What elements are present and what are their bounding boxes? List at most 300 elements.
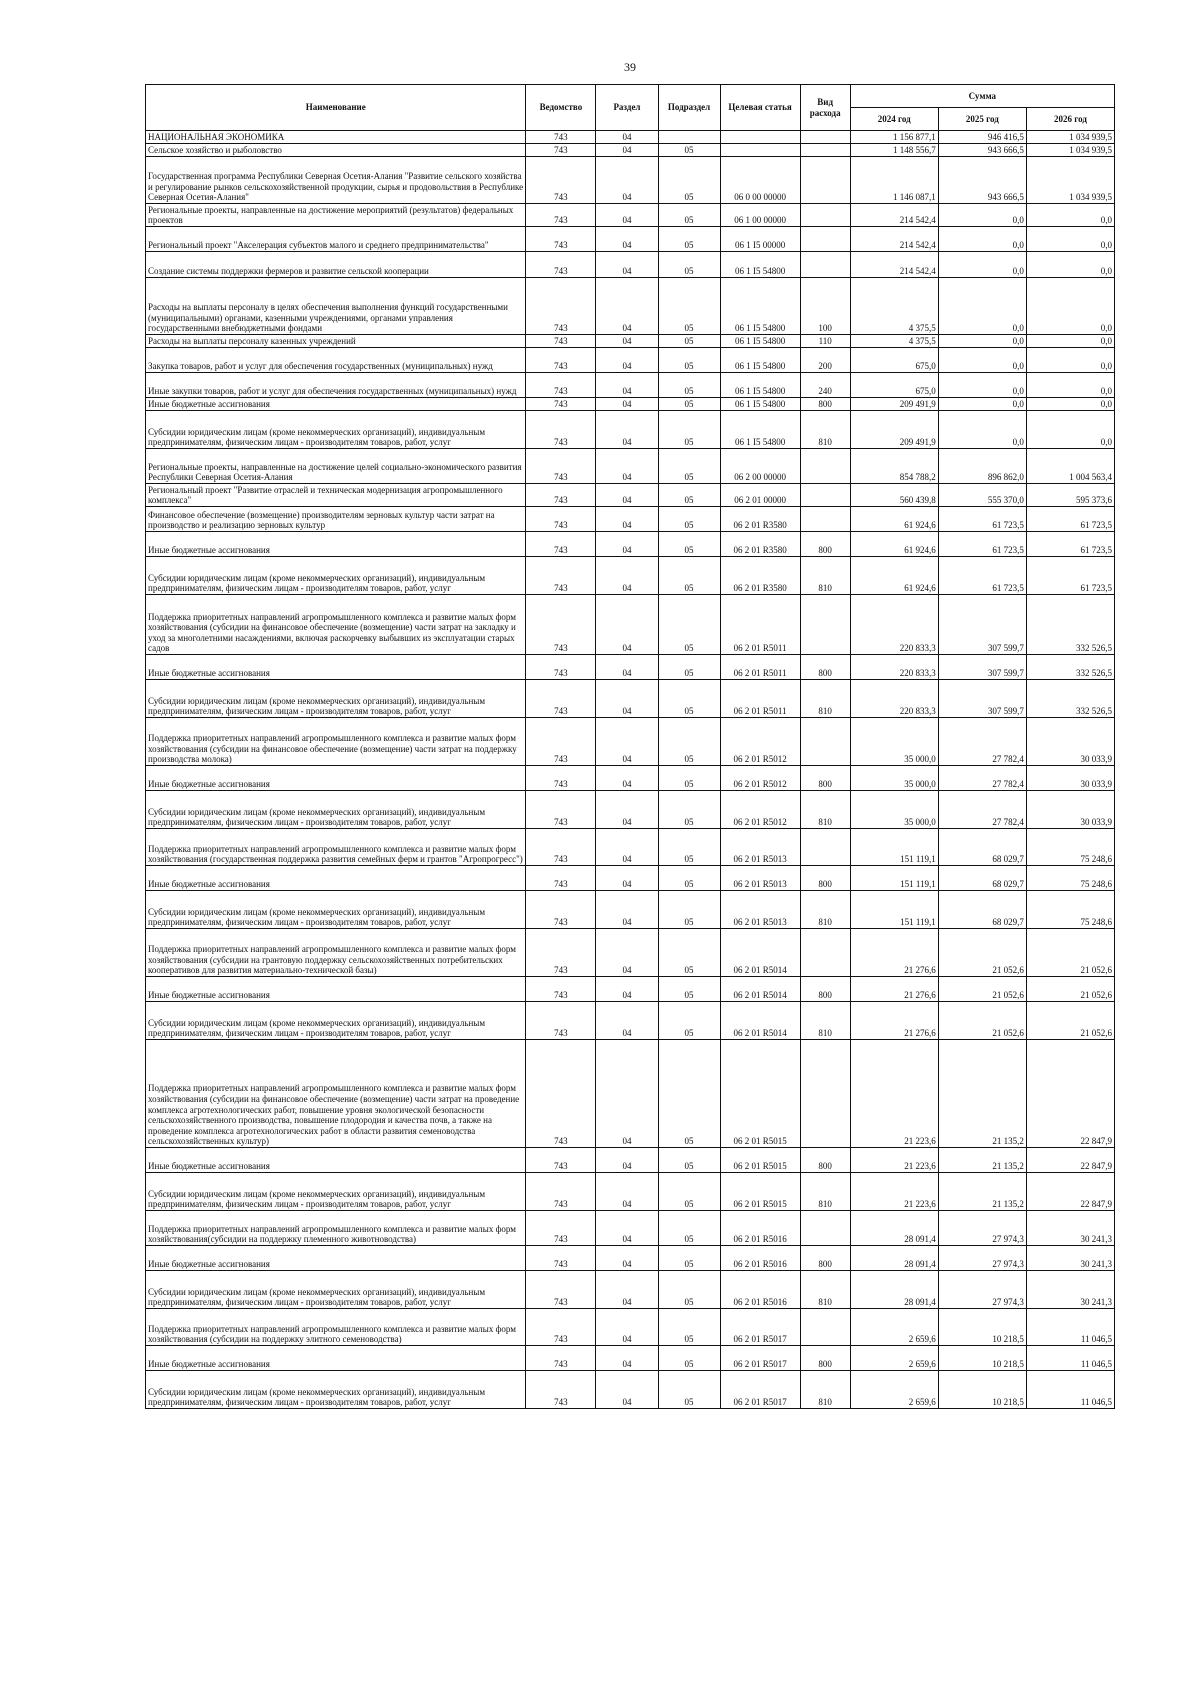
- row-razdel: 04: [596, 1346, 658, 1371]
- row-vedomstvo: 743: [526, 891, 596, 929]
- row-sum-2024: 675,0: [850, 373, 938, 398]
- row-sum-2024: 675,0: [850, 348, 938, 373]
- row-razdel: 04: [596, 278, 658, 335]
- row-razdel: 04: [596, 891, 658, 929]
- row-sum-2024: 35 000,0: [850, 791, 938, 829]
- row-sum-2024: 209 491,9: [850, 411, 938, 449]
- row-razdel: 04: [596, 144, 658, 157]
- table-row: [146, 1002, 1115, 1040]
- row-sum-2024: 28 091,4: [850, 1271, 938, 1309]
- table-row: [146, 1148, 1115, 1173]
- row-sum-2025: 27 782,4: [938, 718, 1026, 766]
- row-razdel: 04: [596, 829, 658, 866]
- row-podrazdel: 05: [658, 1148, 720, 1173]
- table-row: [146, 335, 1115, 348]
- row-celevaya-statya: 06 1 I5 54800: [720, 278, 800, 335]
- row-vedomstvo: 743: [526, 1002, 596, 1040]
- row-vedomstvo: 743: [526, 929, 596, 977]
- row-name: Финансовое обеспечение (возмещение) производителям зерновых культур части затрат на производство и реализацию зерновых культур: [146, 507, 526, 532]
- row-sum-2024: 151 119,1: [850, 891, 938, 929]
- row-vid-rashoda: [800, 227, 850, 252]
- row-celevaya-statya: 06 1 I5 54800: [720, 335, 800, 348]
- row-vid-rashoda: [800, 144, 850, 157]
- row-podrazdel: 05: [658, 791, 720, 829]
- row-vedomstvo: 743: [526, 348, 596, 373]
- header-celevaya-statya: Целевая статья: [720, 85, 800, 131]
- row-celevaya-statya: 06 2 01 R3580: [720, 532, 800, 557]
- row-podrazdel: 05: [658, 144, 720, 157]
- row-sum-2026: 30 033,9: [1026, 718, 1114, 766]
- row-sum-2026: 11 046,5: [1026, 1309, 1114, 1346]
- row-podrazdel: 05: [658, 1173, 720, 1211]
- row-sum-2025: 21 135,2: [938, 1148, 1026, 1173]
- row-celevaya-statya: 06 2 01 R5017: [720, 1309, 800, 1346]
- row-razdel: 04: [596, 680, 658, 718]
- row-sum-2024: 2 659,6: [850, 1309, 938, 1346]
- row-celevaya-statya: 06 2 01 R5013: [720, 829, 800, 866]
- row-razdel: 04: [596, 866, 658, 891]
- row-name: Иные бюджетные ассигнования: [146, 1148, 526, 1173]
- row-podrazdel: 05: [658, 411, 720, 449]
- row-razdel: 04: [596, 484, 658, 507]
- table-row: [146, 144, 1115, 157]
- row-sum-2024: 214 542,4: [850, 227, 938, 252]
- row-vid-rashoda: [800, 1309, 850, 1346]
- row-celevaya-statya: 06 1 I5 54800: [720, 411, 800, 449]
- row-name: Поддержка приоритетных направлений агропромышленного комплекса и развитие малых форм хозяйствования (субсидии на грантовую поддержку сельскохозяйственных потребительских кооперативов для развития материально-технической базы): [146, 929, 526, 977]
- row-name: Субсидии юридическим лицам (кроме некоммерческих организаций), индивидуальным предпринимателям, физическим лицам - производителям товаров, работ, услуг: [146, 557, 526, 595]
- row-sum-2026: 332 526,5: [1026, 595, 1114, 655]
- row-podrazdel: 05: [658, 398, 720, 411]
- row-sum-2025: 61 723,5: [938, 532, 1026, 557]
- row-sum-2025: 0,0: [938, 348, 1026, 373]
- row-sum-2025: 21 052,6: [938, 929, 1026, 977]
- row-name: Поддержка приоритетных направлений агропромышленного комплекса и развитие малых форм хозяйствования(субсидии на поддержку племенного животноводства): [146, 1211, 526, 1246]
- row-vid-rashoda: [800, 484, 850, 507]
- row-celevaya-statya: 06 2 01 R5014: [720, 1002, 800, 1040]
- table-row: [146, 1173, 1115, 1211]
- row-vid-rashoda: [800, 157, 850, 204]
- row-name: Поддержка приоритетных направлений агропромышленного комплекса и развитие малых форм хозяйствования (субсидии на поддержку элитного семеноводства): [146, 1309, 526, 1346]
- row-celevaya-statya: 06 2 01 R5017: [720, 1346, 800, 1371]
- table-row: [146, 484, 1115, 507]
- row-sum-2025: 0,0: [938, 227, 1026, 252]
- row-name: Региональные проекты, направленные на достижение целей социально-экономического развития Республики Северная Осетия-Алания: [146, 449, 526, 484]
- row-sum-2024: 1 146 087,1: [850, 157, 938, 204]
- row-sum-2025: 555 370,0: [938, 484, 1026, 507]
- row-sum-2025: 10 218,5: [938, 1346, 1026, 1371]
- row-sum-2026: 75 248,6: [1026, 829, 1114, 866]
- row-vid-rashoda: [800, 595, 850, 655]
- row-name: Поддержка приоритетных направлений агропромышленного комплекса и развитие малых форм хозяйствования (субсидии на финансовое обеспечение (возмещение) части затрат на поддержку производства молока): [146, 718, 526, 766]
- row-vedomstvo: 743: [526, 557, 596, 595]
- row-sum-2026: 30 033,9: [1026, 791, 1114, 829]
- row-name: Региональный проект "Акселерация субъектов малого и среднего предпринимательства": [146, 227, 526, 252]
- row-podrazdel: 05: [658, 680, 720, 718]
- row-vedomstvo: 743: [526, 1271, 596, 1309]
- row-sum-2026: 1 034 939,5: [1026, 131, 1114, 144]
- row-sum-2024: 21 276,6: [850, 1002, 938, 1040]
- row-vid-rashoda: [800, 1040, 850, 1148]
- row-vedomstvo: 743: [526, 595, 596, 655]
- table-header: [146, 85, 1115, 131]
- table-row: [146, 1346, 1115, 1371]
- row-sum-2024: 21 223,6: [850, 1173, 938, 1211]
- row-sum-2025: 61 723,5: [938, 557, 1026, 595]
- row-sum-2025: 68 029,7: [938, 891, 1026, 929]
- row-vid-rashoda: 810: [800, 411, 850, 449]
- row-podrazdel: 05: [658, 348, 720, 373]
- row-razdel: 04: [596, 1271, 658, 1309]
- row-razdel: 04: [596, 1002, 658, 1040]
- row-sum-2024: 1 148 556,7: [850, 144, 938, 157]
- row-razdel: 04: [596, 929, 658, 977]
- row-sum-2026: 11 046,5: [1026, 1346, 1114, 1371]
- row-vedomstvo: 743: [526, 227, 596, 252]
- row-razdel: 04: [596, 1309, 658, 1346]
- row-sum-2026: 75 248,6: [1026, 891, 1114, 929]
- row-celevaya-statya: 06 2 01 R5016: [720, 1271, 800, 1309]
- row-celevaya-statya: 06 2 00 00000: [720, 449, 800, 484]
- row-sum-2026: 0,0: [1026, 348, 1114, 373]
- row-razdel: 04: [596, 1040, 658, 1148]
- row-vid-rashoda: [800, 252, 850, 278]
- row-razdel: 04: [596, 348, 658, 373]
- row-razdel: 04: [596, 532, 658, 557]
- row-sum-2024: 21 223,6: [850, 1148, 938, 1173]
- row-vid-rashoda: [800, 1211, 850, 1246]
- row-podrazdel: 05: [658, 1040, 720, 1148]
- row-sum-2025: 21 135,2: [938, 1040, 1026, 1148]
- table-row: [146, 532, 1115, 557]
- row-vid-rashoda: 810: [800, 557, 850, 595]
- row-celevaya-statya: 06 2 01 R5013: [720, 891, 800, 929]
- row-razdel: 04: [596, 557, 658, 595]
- row-sum-2026: 22 847,9: [1026, 1173, 1114, 1211]
- table-row: [146, 1211, 1115, 1246]
- row-sum-2024: 2 659,6: [850, 1346, 938, 1371]
- row-sum-2025: 10 218,5: [938, 1309, 1026, 1346]
- row-sum-2024: 61 924,6: [850, 532, 938, 557]
- row-sum-2026: 332 526,5: [1026, 655, 1114, 680]
- row-sum-2025: 946 416,5: [938, 131, 1026, 144]
- row-name: Создание системы поддержки фермеров и развитие сельской кооперации: [146, 252, 526, 278]
- row-sum-2025: 307 599,7: [938, 595, 1026, 655]
- row-sum-2024: 61 924,6: [850, 557, 938, 595]
- row-sum-2026: 0,0: [1026, 204, 1114, 227]
- row-sum-2024: 4 375,5: [850, 278, 938, 335]
- row-vid-rashoda: 100: [800, 278, 850, 335]
- table-row: [146, 348, 1115, 373]
- row-razdel: 04: [596, 204, 658, 227]
- table-row: [146, 507, 1115, 532]
- header-2024: 2024 год: [850, 108, 938, 131]
- row-podrazdel: 05: [658, 335, 720, 348]
- row-sum-2026: 0,0: [1026, 278, 1114, 335]
- row-podrazdel: 05: [658, 1346, 720, 1371]
- row-vedomstvo: 743: [526, 829, 596, 866]
- row-sum-2025: 0,0: [938, 398, 1026, 411]
- row-vid-rashoda: 110: [800, 335, 850, 348]
- row-vedomstvo: 743: [526, 791, 596, 829]
- row-sum-2025: 0,0: [938, 411, 1026, 449]
- row-name: Иные бюджетные ассигнования: [146, 977, 526, 1002]
- row-sum-2024: 220 833,3: [850, 680, 938, 718]
- row-vid-rashoda: [800, 449, 850, 484]
- row-name: Иные бюджетные ассигнования: [146, 655, 526, 680]
- row-podrazdel: 05: [658, 595, 720, 655]
- header-summa: Сумма: [850, 85, 1114, 108]
- table-row: [146, 655, 1115, 680]
- row-razdel: 04: [596, 411, 658, 449]
- row-vid-rashoda: 800: [800, 1148, 850, 1173]
- row-sum-2026: 332 526,5: [1026, 680, 1114, 718]
- header-vedomstvo: Ведомство: [526, 85, 596, 131]
- row-vid-rashoda: 810: [800, 1173, 850, 1211]
- row-vedomstvo: 743: [526, 131, 596, 144]
- row-vid-rashoda: 810: [800, 1371, 850, 1409]
- row-vedomstvo: 743: [526, 532, 596, 557]
- row-podrazdel: 05: [658, 929, 720, 977]
- table-row: [146, 227, 1115, 252]
- row-vedomstvo: 743: [526, 278, 596, 335]
- row-sum-2025: 68 029,7: [938, 829, 1026, 866]
- row-celevaya-statya: 06 2 01 R5013: [720, 866, 800, 891]
- row-sum-2026: 0,0: [1026, 411, 1114, 449]
- row-sum-2026: 11 046,5: [1026, 1371, 1114, 1409]
- row-sum-2026: 1 034 939,5: [1026, 157, 1114, 204]
- row-vedomstvo: 743: [526, 655, 596, 680]
- row-celevaya-statya: 06 1 I5 54800: [720, 348, 800, 373]
- row-vid-rashoda: 800: [800, 655, 850, 680]
- row-vid-rashoda: [800, 204, 850, 227]
- table-row: [146, 829, 1115, 866]
- row-celevaya-statya: 06 2 01 R5011: [720, 680, 800, 718]
- row-razdel: 04: [596, 507, 658, 532]
- row-name: Субсидии юридическим лицам (кроме некоммерческих организаций), индивидуальным предпринимателям, физическим лицам - производителям товаров, работ, услуг: [146, 1271, 526, 1309]
- row-celevaya-statya: 06 2 01 R5015: [720, 1040, 800, 1148]
- row-podrazdel: 05: [658, 977, 720, 1002]
- row-vid-rashoda: 810: [800, 1271, 850, 1309]
- row-razdel: 04: [596, 227, 658, 252]
- row-celevaya-statya: 06 2 01 00000: [720, 484, 800, 507]
- row-name: Расходы на выплаты персоналу в целях обеспечения выполнения функций государственными (муниципальными) органами, казенными учреждениями, органами управления государственными внебюджетными фондами: [146, 278, 526, 335]
- row-name: Субсидии юридическим лицам (кроме некоммерческих организаций), индивидуальным предпринимателям, физическим лицам - производителям товаров, работ, услуг: [146, 891, 526, 929]
- row-sum-2025: 0,0: [938, 373, 1026, 398]
- table-row: [146, 252, 1115, 278]
- row-sum-2024: 21 276,6: [850, 929, 938, 977]
- row-name: Субсидии юридическим лицам (кроме некоммерческих организаций), индивидуальным предпринимателям, физическим лицам - производителям товаров, работ, услуг: [146, 791, 526, 829]
- table-row: [146, 131, 1115, 144]
- row-name: Иные бюджетные ассигнования: [146, 1246, 526, 1271]
- budget-table: [145, 84, 1115, 1409]
- row-vid-rashoda: [800, 929, 850, 977]
- row-sum-2026: 1 004 563,4: [1026, 449, 1114, 484]
- row-vid-rashoda: 800: [800, 866, 850, 891]
- row-sum-2024: 560 439,8: [850, 484, 938, 507]
- row-sum-2026: 61 723,5: [1026, 557, 1114, 595]
- header-podrazdel: Подраздел: [658, 85, 720, 131]
- row-podrazdel: 05: [658, 1271, 720, 1309]
- row-podrazdel: 05: [658, 157, 720, 204]
- row-sum-2024: 2 659,6: [850, 1371, 938, 1409]
- row-razdel: 04: [596, 718, 658, 766]
- row-razdel: 04: [596, 1173, 658, 1211]
- row-sum-2026: 0,0: [1026, 398, 1114, 411]
- row-vedomstvo: 743: [526, 1211, 596, 1246]
- row-sum-2024: 214 542,4: [850, 252, 938, 278]
- row-sum-2025: 21 052,6: [938, 1002, 1026, 1040]
- row-celevaya-statya: 06 2 01 R5015: [720, 1173, 800, 1211]
- row-name: Государственная программа Республики Северная Осетия-Алания "Развитие сельского хозяйства и регулирование рынков сельскохозяйственной продукции, сырья и продовольствия в Республике Северная Осетия-Алания": [146, 157, 526, 204]
- row-sum-2024: 151 119,1: [850, 829, 938, 866]
- row-celevaya-statya: 06 2 01 R5011: [720, 655, 800, 680]
- row-celevaya-statya: 06 2 01 R5011: [720, 595, 800, 655]
- row-sum-2026: 21 052,6: [1026, 977, 1114, 1002]
- row-podrazdel: 05: [658, 557, 720, 595]
- row-sum-2026: 22 847,9: [1026, 1148, 1114, 1173]
- row-vedomstvo: 743: [526, 449, 596, 484]
- row-podrazdel: 05: [658, 1309, 720, 1346]
- page-number: 39: [624, 60, 636, 74]
- row-sum-2024: 21 276,6: [850, 977, 938, 1002]
- row-razdel: 04: [596, 977, 658, 1002]
- row-vedomstvo: 743: [526, 144, 596, 157]
- row-podrazdel: 05: [658, 1211, 720, 1246]
- row-sum-2025: 307 599,7: [938, 680, 1026, 718]
- row-celevaya-statya: [720, 144, 800, 157]
- row-name: Поддержка приоритетных направлений агропромышленного комплекса и развитие малых форм хозяйствования (субсидии на финансовое обеспечение (возмещение) части затрат на проведение комплекса агротехнологических работ, повышение уровня экологической безопасности сельскохозяйственного производства, повышение плодородия и качества почв, а также на проведение комплекса агротехнологических работ в области развития семеноводства сельскохозяйственных культур): [146, 1040, 526, 1148]
- row-vid-rashoda: 810: [800, 791, 850, 829]
- table-row: [146, 718, 1115, 766]
- row-celevaya-statya: 06 2 01 R3580: [720, 557, 800, 595]
- row-celevaya-statya: 06 1 00 00000: [720, 204, 800, 227]
- row-razdel: 04: [596, 131, 658, 144]
- row-name: Субсидии юридическим лицам (кроме некоммерческих организаций), индивидуальным предпринимателям, физическим лицам - производителям товаров, работ, услуг: [146, 411, 526, 449]
- table-row: [146, 929, 1115, 977]
- row-sum-2024: 151 119,1: [850, 866, 938, 891]
- row-vid-rashoda: 800: [800, 398, 850, 411]
- table-row: [146, 977, 1115, 1002]
- table-row: [146, 278, 1115, 335]
- table-row: [146, 1271, 1115, 1309]
- row-razdel: 04: [596, 655, 658, 680]
- row-vedomstvo: 743: [526, 1309, 596, 1346]
- row-vedomstvo: 743: [526, 1173, 596, 1211]
- table-row: [146, 557, 1115, 595]
- row-podrazdel: 05: [658, 373, 720, 398]
- row-razdel: 04: [596, 335, 658, 348]
- header-razdel: Раздел: [596, 85, 658, 131]
- row-vedomstvo: 743: [526, 977, 596, 1002]
- row-sum-2026: 22 847,9: [1026, 1040, 1114, 1148]
- row-sum-2024: 21 223,6: [850, 1040, 938, 1148]
- row-vedomstvo: 743: [526, 411, 596, 449]
- row-name: Субсидии юридическим лицам (кроме некоммерческих организаций), индивидуальным предпринимателям, физическим лицам - производителям товаров, работ, услуг: [146, 680, 526, 718]
- row-vedomstvo: 743: [526, 507, 596, 532]
- header-2025: 2025 год: [938, 108, 1026, 131]
- header-2026: 2026 год: [1026, 108, 1114, 131]
- row-sum-2024: 220 833,3: [850, 595, 938, 655]
- row-name: Поддержка приоритетных направлений агропромышленного комплекса и развитие малых форм хозяйствования (субсидии на финансовое обеспечение (возмещение) части затрат на закладку и уход за многолетними насаждениями, включая раскорчевку выбывших из эксплуатации старых садов: [146, 595, 526, 655]
- row-celevaya-statya: 06 2 01 R5012: [720, 766, 800, 791]
- row-podrazdel: 05: [658, 532, 720, 557]
- row-sum-2024: 28 091,4: [850, 1246, 938, 1271]
- row-vedomstvo: 743: [526, 1371, 596, 1409]
- row-podrazdel: [658, 131, 720, 144]
- row-name: Субсидии юридическим лицам (кроме некоммерческих организаций), индивидуальным предпринимателям, физическим лицам - производителям товаров, работ, услуг: [146, 1173, 526, 1211]
- row-sum-2026: 30 241,3: [1026, 1211, 1114, 1246]
- row-sum-2025: 27 782,4: [938, 766, 1026, 791]
- row-vedomstvo: 743: [526, 718, 596, 766]
- row-vid-rashoda: [800, 829, 850, 866]
- row-sum-2026: 21 052,6: [1026, 929, 1114, 977]
- row-name: Сельское хозяйство и рыболовство: [146, 144, 526, 157]
- row-sum-2026: 30 241,3: [1026, 1246, 1114, 1271]
- row-name: Иные закупки товаров, работ и услуг для обеспечения государственных (муниципальных) нужд: [146, 373, 526, 398]
- header-name: Наименование: [146, 85, 526, 131]
- row-podrazdel: 05: [658, 278, 720, 335]
- row-podrazdel: 05: [658, 507, 720, 532]
- row-sum-2025: 21 135,2: [938, 1173, 1026, 1211]
- row-podrazdel: 05: [658, 449, 720, 484]
- row-vid-rashoda: 800: [800, 766, 850, 791]
- table-row: [146, 1040, 1115, 1148]
- row-vid-rashoda: 800: [800, 1346, 850, 1371]
- row-name: Иные бюджетные ассигнования: [146, 398, 526, 411]
- row-vedomstvo: 743: [526, 157, 596, 204]
- row-podrazdel: 05: [658, 227, 720, 252]
- row-sum-2025: 61 723,5: [938, 507, 1026, 532]
- table-row: [146, 680, 1115, 718]
- row-vedomstvo: 743: [526, 204, 596, 227]
- row-vid-rashoda: 810: [800, 680, 850, 718]
- row-podrazdel: 05: [658, 655, 720, 680]
- table-row: [146, 449, 1115, 484]
- row-name: Закупка товаров, работ и услуг для обеспечения государственных (муниципальных) нужд: [146, 348, 526, 373]
- row-vedomstvo: 743: [526, 1148, 596, 1173]
- table-row: [146, 1309, 1115, 1346]
- row-sum-2026: 75 248,6: [1026, 866, 1114, 891]
- row-vedomstvo: 743: [526, 398, 596, 411]
- row-razdel: 04: [596, 373, 658, 398]
- row-sum-2026: 0,0: [1026, 373, 1114, 398]
- row-podrazdel: 05: [658, 1371, 720, 1409]
- table-row: [146, 766, 1115, 791]
- row-name: Иные бюджетные ассигнования: [146, 766, 526, 791]
- table-row: [146, 791, 1115, 829]
- row-vedomstvo: 743: [526, 766, 596, 791]
- row-razdel: 04: [596, 791, 658, 829]
- row-podrazdel: 05: [658, 1002, 720, 1040]
- row-podrazdel: 05: [658, 1246, 720, 1271]
- row-vid-rashoda: [800, 507, 850, 532]
- row-name: Региональный проект "Развитие отраслей и техническая модернизация агропромышленного комплекса": [146, 484, 526, 507]
- row-razdel: 04: [596, 157, 658, 204]
- row-podrazdel: 05: [658, 484, 720, 507]
- row-vedomstvo: 743: [526, 1246, 596, 1271]
- row-sum-2024: 854 788,2: [850, 449, 938, 484]
- row-name: Иные бюджетные ассигнования: [146, 532, 526, 557]
- row-razdel: 04: [596, 449, 658, 484]
- table-row: [146, 866, 1115, 891]
- row-podrazdel: 05: [658, 891, 720, 929]
- table-row: [146, 595, 1115, 655]
- row-sum-2025: 307 599,7: [938, 655, 1026, 680]
- row-vid-rashoda: [800, 131, 850, 144]
- row-razdel: 04: [596, 1211, 658, 1246]
- row-sum-2025: 0,0: [938, 335, 1026, 348]
